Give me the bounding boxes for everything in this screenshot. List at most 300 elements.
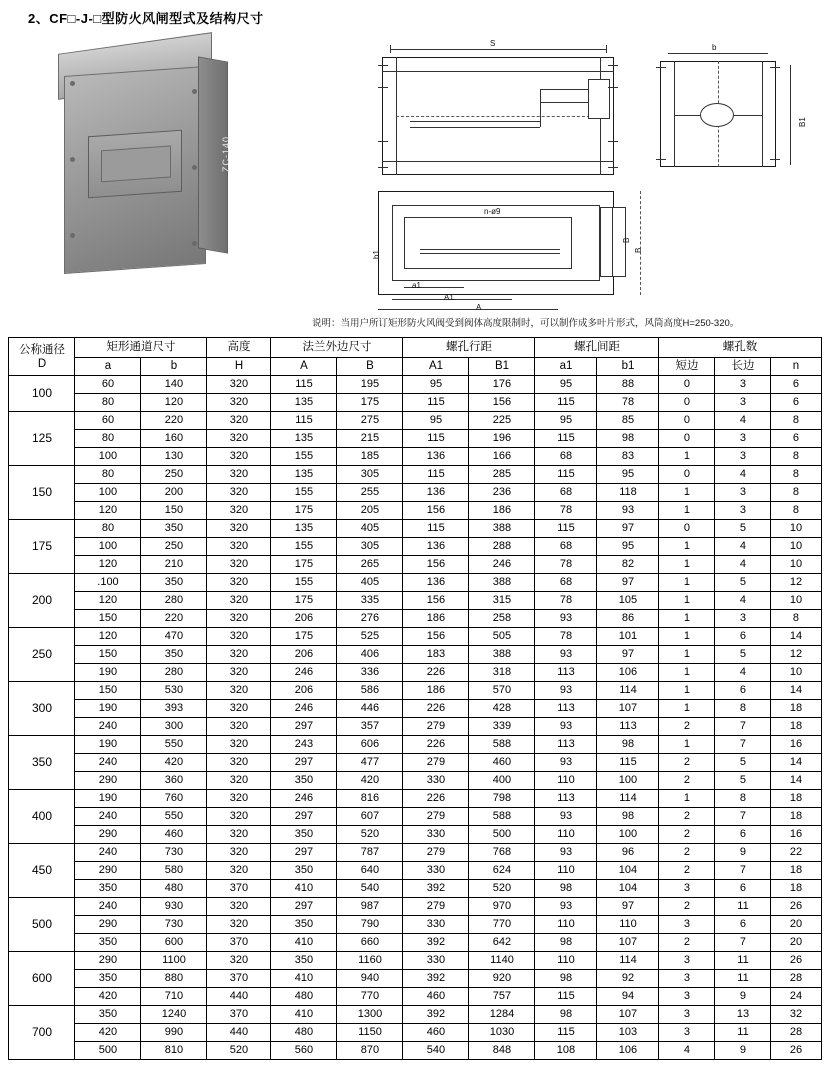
table-header-row-2 — [9, 358, 821, 376]
cell-A1: 226 — [403, 790, 469, 808]
cell-a1: 68 — [535, 484, 597, 502]
cell-long-side: 7 — [715, 934, 771, 952]
cell-long-side: 4 — [715, 556, 771, 574]
cell-b: 280 — [141, 664, 207, 682]
cell-b: 150 — [141, 502, 207, 520]
cell-short-side: 3 — [659, 1006, 715, 1024]
cell-A: 297 — [271, 898, 337, 916]
cell-A: 560 — [271, 1042, 337, 1060]
cell-a1: 98 — [535, 934, 597, 952]
cell-H: 320 — [207, 862, 271, 880]
cell-B1: 500 — [469, 826, 535, 844]
cell-b: 300 — [141, 718, 207, 736]
cell-b: 140 — [141, 376, 207, 394]
cell-n: 26 — [771, 952, 821, 970]
cell-long-side: 11 — [715, 898, 771, 916]
cell-B1: 588 — [469, 808, 535, 826]
cell-short-side: 1 — [659, 556, 715, 574]
cell-a1: 68 — [535, 448, 597, 466]
cell-n: 12 — [771, 574, 821, 592]
cell-A: 243 — [271, 736, 337, 754]
table-row — [9, 1024, 821, 1042]
cell-a1: 113 — [535, 790, 597, 808]
cell-H: 320 — [207, 430, 271, 448]
dim-b: b — [712, 43, 717, 52]
cell-b1: 88 — [597, 376, 659, 394]
cell-long-side: 8 — [715, 700, 771, 718]
cell-n: 14 — [771, 682, 821, 700]
cell-b: 393 — [141, 700, 207, 718]
cell-A: 410 — [271, 880, 337, 898]
cell-long-side: 4 — [715, 412, 771, 430]
cell-short-side: 1 — [659, 736, 715, 754]
cell-B: 770 — [337, 988, 403, 1006]
cell-a: 240 — [75, 718, 141, 736]
cell-A1: 279 — [403, 718, 469, 736]
cell-long-side: 7 — [715, 736, 771, 754]
cell-A: 350 — [271, 862, 337, 880]
cell-nominal-diameter: 400 — [9, 790, 75, 844]
cell-B1: 768 — [469, 844, 535, 862]
cell-B: 520 — [337, 826, 403, 844]
cell-B1: 1140 — [469, 952, 535, 970]
table-row — [9, 898, 821, 916]
cell-b: 250 — [141, 538, 207, 556]
cell-b: 760 — [141, 790, 207, 808]
cell-B1: 798 — [469, 790, 535, 808]
table-row — [9, 970, 821, 988]
cell-A: 297 — [271, 754, 337, 772]
cell-B1: 388 — [469, 574, 535, 592]
cell-long-side: 9 — [715, 988, 771, 1006]
cell-B1: 225 — [469, 412, 535, 430]
cell-B1: 520 — [469, 880, 535, 898]
cell-b: 550 — [141, 808, 207, 826]
cell-B: 357 — [337, 718, 403, 736]
cell-a: 80 — [75, 430, 141, 448]
cell-H: 320 — [207, 754, 271, 772]
table-row — [9, 700, 821, 718]
cell-H: 320 — [207, 448, 271, 466]
cell-B: 335 — [337, 592, 403, 610]
cell-a: 350 — [75, 934, 141, 952]
cell-short-side: 2 — [659, 808, 715, 826]
cell-short-side: 1 — [659, 448, 715, 466]
table-row — [9, 574, 821, 592]
cell-short-side: 2 — [659, 754, 715, 772]
cell-a1: 93 — [535, 610, 597, 628]
cell-A1: 226 — [403, 700, 469, 718]
cell-b: 1240 — [141, 1006, 207, 1024]
cell-H: 320 — [207, 898, 271, 916]
cell-B: 405 — [337, 520, 403, 538]
cell-short-side: 1 — [659, 790, 715, 808]
cell-B1: 970 — [469, 898, 535, 916]
cell-a: 80 — [75, 466, 141, 484]
cell-n: 6 — [771, 376, 821, 394]
cell-b: 280 — [141, 592, 207, 610]
cell-B: 816 — [337, 790, 403, 808]
cell-b1: 97 — [597, 898, 659, 916]
cell-B: 987 — [337, 898, 403, 916]
cell-A1: 279 — [403, 898, 469, 916]
table-row — [9, 790, 821, 808]
cell-A: 155 — [271, 484, 337, 502]
cell-n: 8 — [771, 466, 821, 484]
cell-short-side: 4 — [659, 1042, 715, 1060]
cell-b1: 94 — [597, 988, 659, 1006]
cell-long-side: 11 — [715, 970, 771, 988]
dim-H: B1 — [798, 117, 807, 127]
table-row — [9, 412, 821, 430]
cell-H: 320 — [207, 664, 271, 682]
cell-n: 24 — [771, 988, 821, 1006]
table-row — [9, 934, 821, 952]
cell-a: 80 — [75, 394, 141, 412]
cell-long-side: 4 — [715, 538, 771, 556]
cell-b1: 95 — [597, 538, 659, 556]
cell-n: 14 — [771, 628, 821, 646]
cell-a: 190 — [75, 700, 141, 718]
cell-a: 60 — [75, 412, 141, 430]
cell-B1: 176 — [469, 376, 535, 394]
cell-A: 175 — [271, 556, 337, 574]
cell-A1: 136 — [403, 484, 469, 502]
cell-A1: 392 — [403, 970, 469, 988]
cell-b1: 95 — [597, 466, 659, 484]
cell-a: 290 — [75, 772, 141, 790]
cell-b1: 92 — [597, 970, 659, 988]
cell-A: 135 — [271, 520, 337, 538]
cell-b: 220 — [141, 610, 207, 628]
cell-b: 130 — [141, 448, 207, 466]
cell-b: 460 — [141, 826, 207, 844]
cell-b: 200 — [141, 484, 207, 502]
cell-b: 350 — [141, 574, 207, 592]
cell-long-side: 3 — [715, 376, 771, 394]
cell-A: 246 — [271, 700, 337, 718]
cell-b: 1100 — [141, 952, 207, 970]
cell-a: 150 — [75, 682, 141, 700]
cell-A1: 95 — [403, 376, 469, 394]
cell-b1: 113 — [597, 718, 659, 736]
cell-A1: 156 — [403, 502, 469, 520]
cell-B1: 505 — [469, 628, 535, 646]
cell-nominal-diameter: 350 — [9, 736, 75, 790]
cell-n: 6 — [771, 430, 821, 448]
table-row — [9, 610, 821, 628]
cell-a1: 115 — [535, 988, 597, 1006]
figure-note: 说明：当用户所订矩形防火风阀受到阀体高度限制时，可以制作成多叶片形式，风筒高度H=250-320。 — [312, 318, 740, 329]
cell-b1: 100 — [597, 772, 659, 790]
cell-short-side: 2 — [659, 934, 715, 952]
cell-short-side: 1 — [659, 628, 715, 646]
th-channel-size: 矩形通道尺寸 — [75, 338, 207, 358]
cell-short-side: 0 — [659, 412, 715, 430]
cell-long-side: 5 — [715, 520, 771, 538]
cell-H: 320 — [207, 376, 271, 394]
cell-a: 190 — [75, 736, 141, 754]
cell-a1: 93 — [535, 898, 597, 916]
cell-A: 410 — [271, 934, 337, 952]
cell-A: 246 — [271, 664, 337, 682]
cell-A1: 279 — [403, 808, 469, 826]
cell-short-side: 2 — [659, 844, 715, 862]
cell-b: 710 — [141, 988, 207, 1006]
cell-B1: 400 — [469, 772, 535, 790]
cell-A1: 392 — [403, 880, 469, 898]
cell-n: 18 — [771, 862, 821, 880]
cell-a: 350 — [75, 1006, 141, 1024]
cell-b1: 82 — [597, 556, 659, 574]
cell-b1: 114 — [597, 952, 659, 970]
cell-b: 350 — [141, 646, 207, 664]
cell-a: 100 — [75, 448, 141, 466]
cell-n: 18 — [771, 790, 821, 808]
figure-area — [0, 31, 830, 331]
cell-B1: 388 — [469, 646, 535, 664]
cell-a1: 98 — [535, 880, 597, 898]
cell-H: 370 — [207, 934, 271, 952]
spec-table — [8, 337, 821, 1060]
cell-long-side: 5 — [715, 646, 771, 664]
cell-A1: 136 — [403, 448, 469, 466]
photo-access-panel — [88, 130, 182, 199]
cell-long-side: 6 — [715, 682, 771, 700]
cell-A1: 392 — [403, 934, 469, 952]
cell-a: 240 — [75, 808, 141, 826]
cell-B1: 570 — [469, 682, 535, 700]
dim-b1: b1 — [372, 250, 381, 259]
cell-a1: 115 — [535, 394, 597, 412]
cell-long-side: 4 — [715, 664, 771, 682]
cell-B: 276 — [337, 610, 403, 628]
cell-nominal-diameter: 700 — [9, 1006, 75, 1060]
cell-nominal-diameter: 450 — [9, 844, 75, 898]
cell-b1: 100 — [597, 826, 659, 844]
cell-b1: 98 — [597, 430, 659, 448]
cell-n: 18 — [771, 718, 821, 736]
cell-H: 320 — [207, 772, 271, 790]
cell-long-side: 3 — [715, 502, 771, 520]
cell-B1: 339 — [469, 718, 535, 736]
th-nominal-diameter-symbol: D — [37, 357, 47, 370]
cell-B1: 288 — [469, 538, 535, 556]
cell-b1: 98 — [597, 808, 659, 826]
cell-n: 32 — [771, 1006, 821, 1024]
table-row — [9, 754, 821, 772]
th-nominal-diameter-label: 公称通径 — [18, 343, 65, 356]
cell-a1: 110 — [535, 862, 597, 880]
cell-A1: 156 — [403, 556, 469, 574]
cell-B: 305 — [337, 538, 403, 556]
cell-b1: 104 — [597, 880, 659, 898]
cell-long-side: 13 — [715, 1006, 771, 1024]
cell-B: 265 — [337, 556, 403, 574]
cell-A1: 226 — [403, 664, 469, 682]
cell-long-side: 9 — [715, 1042, 771, 1060]
cell-a1: 110 — [535, 952, 597, 970]
dim-B: B — [634, 247, 643, 253]
th-B1: B1 — [469, 358, 535, 376]
cell-A1: 330 — [403, 952, 469, 970]
cell-b1: 107 — [597, 1006, 659, 1024]
cell-a1: 78 — [535, 502, 597, 520]
cell-a: 120 — [75, 556, 141, 574]
table-row — [9, 808, 821, 826]
cell-nominal-diameter: 150 — [9, 466, 75, 520]
cell-B: 607 — [337, 808, 403, 826]
table-row — [9, 394, 821, 412]
table-row — [9, 646, 821, 664]
cell-short-side: 3 — [659, 970, 715, 988]
cell-a: 120 — [75, 628, 141, 646]
cell-A: 480 — [271, 1024, 337, 1042]
table-row — [9, 988, 821, 1006]
cell-nominal-diameter: 250 — [9, 628, 75, 682]
cell-A1: 136 — [403, 538, 469, 556]
cell-short-side: 0 — [659, 520, 715, 538]
cell-short-side: 3 — [659, 952, 715, 970]
table-row — [9, 772, 821, 790]
product-photo — [48, 37, 238, 287]
photo-label: ZC-140 — [220, 135, 231, 173]
th-a1: a1 — [535, 358, 597, 376]
cell-B1: 770 — [469, 916, 535, 934]
cell-B1: 236 — [469, 484, 535, 502]
cell-long-side: 3 — [715, 430, 771, 448]
cell-B: 446 — [337, 700, 403, 718]
cell-a1: 108 — [535, 1042, 597, 1060]
table-row — [9, 916, 821, 934]
cell-B: 1300 — [337, 1006, 403, 1024]
th-hole-spacing: 螺孔间距 — [535, 338, 659, 358]
cell-b1: 97 — [597, 574, 659, 592]
cell-short-side: 3 — [659, 988, 715, 1006]
cell-B1: 388 — [469, 520, 535, 538]
cell-A: 350 — [271, 826, 337, 844]
cell-a1: 93 — [535, 844, 597, 862]
cell-B: 255 — [337, 484, 403, 502]
cell-b1: 114 — [597, 682, 659, 700]
cell-A: 115 — [271, 376, 337, 394]
cell-A: 350 — [271, 916, 337, 934]
th-n: n — [771, 358, 821, 376]
cell-long-side: 3 — [715, 394, 771, 412]
cell-B: 195 — [337, 376, 403, 394]
table-row — [9, 376, 821, 394]
cell-B1: 428 — [469, 700, 535, 718]
table-row — [9, 592, 821, 610]
cell-H: 370 — [207, 970, 271, 988]
cell-a: 100 — [75, 538, 141, 556]
cell-b1: 110 — [597, 916, 659, 934]
cell-a1: 93 — [535, 754, 597, 772]
cell-A: 410 — [271, 1006, 337, 1024]
cell-short-side: 1 — [659, 664, 715, 682]
th-long-side: 长边 — [715, 358, 771, 376]
cell-b: 530 — [141, 682, 207, 700]
cell-n: 28 — [771, 1024, 821, 1042]
cell-n: 10 — [771, 556, 821, 574]
cell-b1: 106 — [597, 1042, 659, 1060]
cell-A1: 330 — [403, 916, 469, 934]
cell-A: 115 — [271, 412, 337, 430]
cell-b1: 83 — [597, 448, 659, 466]
cell-a: 60 — [75, 376, 141, 394]
cell-B: 1150 — [337, 1024, 403, 1042]
cell-b1: 114 — [597, 790, 659, 808]
cell-a: 240 — [75, 898, 141, 916]
cell-long-side: 6 — [715, 628, 771, 646]
cell-nominal-diameter: 125 — [9, 412, 75, 466]
cell-H: 370 — [207, 880, 271, 898]
cell-n: 8 — [771, 412, 821, 430]
cell-long-side: 3 — [715, 610, 771, 628]
dim-A: A — [476, 303, 482, 312]
cell-short-side: 2 — [659, 898, 715, 916]
cell-long-side: 7 — [715, 808, 771, 826]
cell-A: 135 — [271, 430, 337, 448]
cell-B1: 246 — [469, 556, 535, 574]
cell-B1: 186 — [469, 502, 535, 520]
cell-a: 350 — [75, 970, 141, 988]
cell-b: 220 — [141, 412, 207, 430]
cell-b: 730 — [141, 916, 207, 934]
cell-b1: 96 — [597, 844, 659, 862]
cell-B: 185 — [337, 448, 403, 466]
cell-n: 18 — [771, 700, 821, 718]
cell-b1: 105 — [597, 592, 659, 610]
table-header-row-1 — [9, 338, 821, 358]
cell-long-side: 3 — [715, 448, 771, 466]
cell-B: 640 — [337, 862, 403, 880]
cell-B1: 1030 — [469, 1024, 535, 1042]
cell-long-side: 4 — [715, 592, 771, 610]
cell-A1: 460 — [403, 1024, 469, 1042]
cell-H: 440 — [207, 988, 271, 1006]
cell-A: 297 — [271, 844, 337, 862]
cell-a1: 95 — [535, 376, 597, 394]
cell-nominal-diameter: 500 — [9, 898, 75, 952]
cell-n: 10 — [771, 520, 821, 538]
cell-b: 360 — [141, 772, 207, 790]
cell-b: 480 — [141, 880, 207, 898]
cell-a1: 115 — [535, 520, 597, 538]
cell-nominal-diameter: 200 — [9, 574, 75, 628]
table-row — [9, 718, 821, 736]
cell-B1: 920 — [469, 970, 535, 988]
cell-H: 320 — [207, 502, 271, 520]
cell-A: 480 — [271, 988, 337, 1006]
table-row — [9, 556, 821, 574]
cell-B: 336 — [337, 664, 403, 682]
cell-short-side: 3 — [659, 880, 715, 898]
cell-long-side: 5 — [715, 574, 771, 592]
cell-a1: 78 — [535, 556, 597, 574]
cell-nominal-diameter: 100 — [9, 376, 75, 412]
cell-short-side: 0 — [659, 430, 715, 448]
cell-B: 606 — [337, 736, 403, 754]
cell-short-side: 0 — [659, 394, 715, 412]
cell-H: 320 — [207, 682, 271, 700]
cell-long-side: 7 — [715, 862, 771, 880]
cell-nominal-diameter: 300 — [9, 682, 75, 736]
cell-B1: 166 — [469, 448, 535, 466]
cell-a1: 113 — [535, 664, 597, 682]
cell-short-side: 1 — [659, 610, 715, 628]
cell-A1: 540 — [403, 1042, 469, 1060]
